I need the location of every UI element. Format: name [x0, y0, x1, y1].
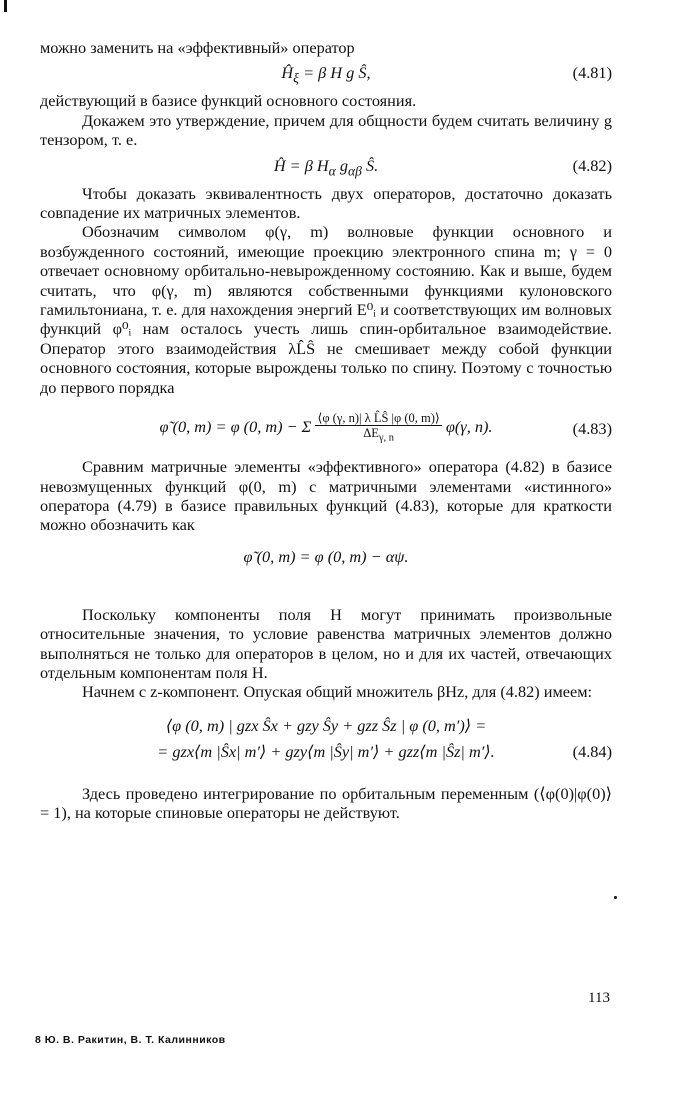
paragraph-3: Докажем это утверждение, причем для общности будем считать величину g тензором, т. е.: [40, 110, 612, 150]
page-body: [40, 38, 612, 823]
corner-mark: [4, 0, 7, 12]
equation-4-83-fraction: $\frac{\text{⟨φ (γ, n)| λ L̂Ŝ |φ (0, m)⟩}}{\Delta E_{\gamma, n}}$: [317, 411, 440, 444]
paragraph-6: Сравним матричные элементы «эффективного» оператора (4.82) в базисе невозмущенных функций φ(0, m) с матричными элементами «истинного» оператора (4.79) в базисе правильных функций (4.83), которые для краткости можно обозначить как: [40, 457, 612, 535]
equation-short: φ̃ (0, m) = φ (0, m) − αψ.: [243, 546, 409, 566]
equation-4-84-line-1: ⟨φ (0, m) | gzx Ŝx + gzy Ŝy + gzz Ŝz | φ (0, m′)⟩ =: [165, 715, 487, 735]
equation-4-83-number: (4.83): [572, 419, 612, 439]
equation-4-84: [40, 740, 612, 766]
equation-4-81: [40, 61, 612, 87]
paragraph-9: Здесь проведено интегрирование по орбитальным переменным (⟨φ(0)|φ(0)⟩ = 1), на которые спиновые операторы не действуют.: [40, 783, 612, 823]
equation-4-83-body: φ̃ (0, m) = φ (0, m) − Σ $\frac{\text{⟨φ (γ, n)| λ L̂Ŝ |φ (0, m)⟩}}{\Delta E_{\gamma, n}}$ φ(γ, n).: [159, 411, 493, 444]
equation-4-84-number: (4.84): [572, 741, 612, 761]
text-line-2: действующий в базисе функций основного состояния.: [40, 91, 417, 111]
paragraph-7: Поскольку компоненты поля H могут принимать произвольные относительные значения, то условие равенства матричных элементов должно выполняться не только для операторов в целом, но и для их частей, отвечающих отдельным компонентам поля H.: [40, 604, 612, 682]
page-number: 113: [588, 990, 610, 1006]
equation-4-84-line-2: = gzx⟨m |Ŝx| m′⟩ + gzy⟨m |Ŝy| m′⟩ + gzz⟨m |Ŝz| m′⟩.: [157, 741, 495, 761]
equation-4-81-number: (4.81): [572, 63, 612, 83]
paragraph-4: Чтобы доказать эквивалентность двух операторов, достаточно доказать совпадение их матричных элементов.: [40, 183, 612, 223]
paragraph-5: Обозначим символом φ(γ, m) волновые функции основного и возбужденного состояний, имеющие проекцию электронного спина m; γ = 0 отвечает основному орбитально-невырожденному состоянию. Как и выше, будем считать, что φ(γ, m) являются собственными функциями кулоновского гамильтониана, т. е. для нахождения энергий E⁰ᵢ и соответствующих им волновых функций φ⁰ᵢ нам осталось учесть лишь спин-орбитальное взаимодействие. Оператор этого взаимодействия λL̂Ŝ не смешивает между собой функции основного состояния, которые вырождены только по спину. Поэтому с точностью до первого порядка: [40, 222, 612, 397]
equation-4-82-body: Ĥ = β $H_\alpha$ $g_{\alpha\beta}$ Ŝ.: [273, 155, 379, 178]
equation-4-82-number: (4.82): [572, 155, 612, 175]
equation-4-82: [40, 154, 612, 180]
equation-4-81-body: $Ĥ_\xi = \beta$ H g Ŝ,: [281, 63, 371, 86]
text-line-1: можно заменить на «эффективный» оператор: [40, 38, 355, 57]
paragraph-8: Начнем с z-компонент. Опуская общий множитель βHz, для (4.82) имеем:: [82, 682, 593, 702]
footer-signature: 8 Ю. В. Ракитин, В. Т. Калинников: [35, 1034, 226, 1046]
equation-4-83: [40, 409, 612, 449]
stray-dot: [614, 896, 617, 899]
